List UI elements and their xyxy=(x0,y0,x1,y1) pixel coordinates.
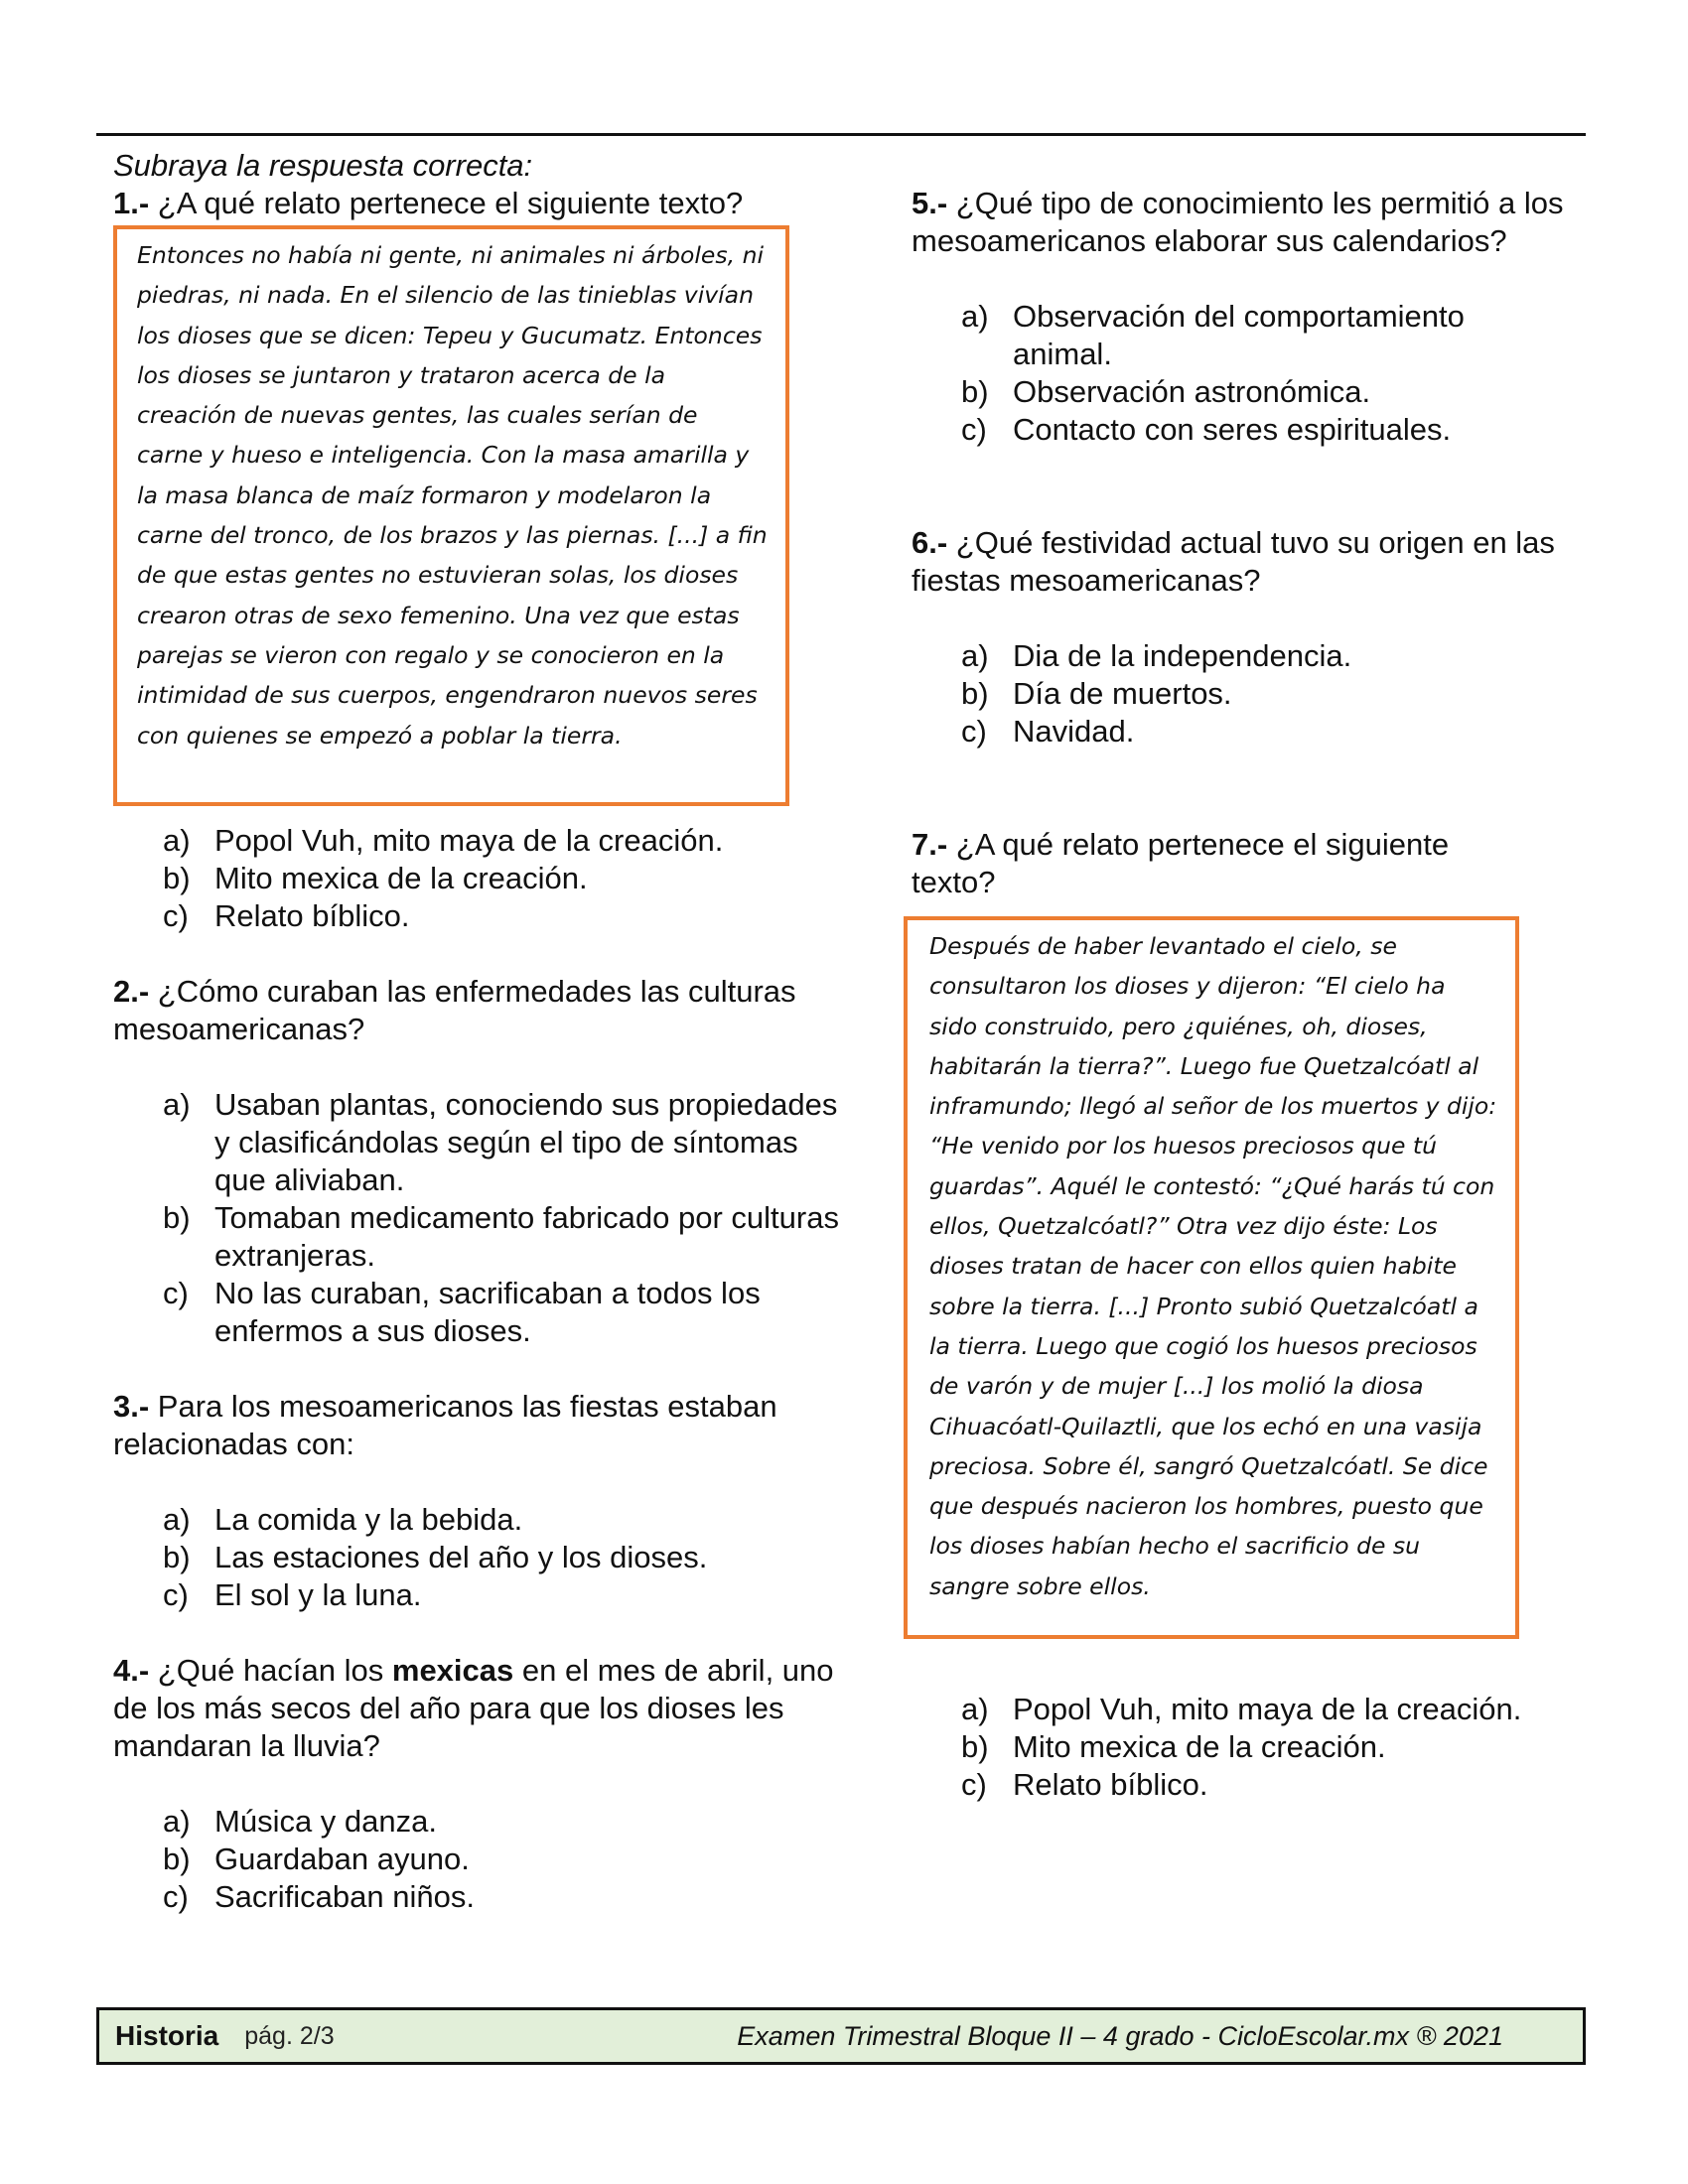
option-b[interactable] xyxy=(163,860,848,897)
option-c[interactable] xyxy=(163,897,848,935)
option-b[interactable] xyxy=(163,1199,848,1275)
option-a[interactable] xyxy=(163,1803,848,1841)
passage-text: Entonces no había ni gente, ni animales ni árboles, ni piedras, ni nada. En el silencio de las tinieblas vivían los dioses que se dicen: Tepeu y Gucumatz. Entonces los dioses se juntaron y trataron acerca de la creación de nuevas gentes, las cuales serían de carne y hueso e inteligencia. Con la masa amarilla y la masa blanca de maíz formaron y modelaron la carne del tronco, de los brazos y las piernas. [...] a fin de que estas gentes no estuvieran solas, los dioses crearon otras de sexo femenino. Una vez que estas parejas se vieron con regalo y se conocieron en la intimidad de sus cuerpos, engendraron nuevos seres con quienes se empezó a poblar la tierra. xyxy=(137,241,768,750)
question-number: 4.- xyxy=(113,1653,150,1688)
options-list xyxy=(113,1086,848,1350)
option-text: La comida y la bebida. xyxy=(214,1502,523,1537)
option-text: Música y danza. xyxy=(214,1804,437,1839)
option-b[interactable] xyxy=(961,373,1517,411)
question-number: 7.- xyxy=(912,827,948,862)
question-text: ¿Qué hacían los xyxy=(149,1653,392,1688)
option-text: Popol Vuh, mito maya de la creación. xyxy=(1013,1692,1522,1726)
option-letter: b) xyxy=(961,676,989,711)
question-number: 1.- xyxy=(113,186,150,220)
passage-box xyxy=(904,916,1519,1639)
question-number: 6.- xyxy=(912,525,948,560)
footer-subject: Historia xyxy=(115,2020,219,2051)
question-text: ¿A qué relato pertenece el siguiente texto? xyxy=(149,186,744,220)
option-c[interactable] xyxy=(163,1275,848,1350)
question-5-text xyxy=(912,185,1577,260)
options-list xyxy=(912,637,1587,751)
question-number: 3.- xyxy=(113,1389,150,1424)
option-c[interactable] xyxy=(961,411,1517,449)
options-list xyxy=(113,1501,848,1614)
option-letter: a) xyxy=(163,1502,191,1537)
option-c[interactable] xyxy=(163,1576,848,1614)
footer-page-number: pág. 2/3 xyxy=(244,2021,335,2050)
question-text: Para los mesoamericanos las fiestas estaban relacionadas con: xyxy=(113,1389,777,1461)
page-footer xyxy=(96,2007,1586,2065)
option-letter: b) xyxy=(961,374,989,409)
option-text: Observación astronómica. xyxy=(1013,374,1371,409)
option-c[interactable] xyxy=(163,1878,848,1916)
passage-box xyxy=(113,225,789,806)
option-c[interactable] xyxy=(961,713,1587,751)
question-7-text xyxy=(912,826,1527,901)
option-c[interactable] xyxy=(961,1766,1617,1804)
options-list xyxy=(113,822,848,935)
option-text: Guardaban ayuno. xyxy=(214,1842,470,1876)
top-rule xyxy=(96,133,1586,136)
question-3-text xyxy=(113,1388,848,1463)
option-letter: b) xyxy=(163,861,191,895)
option-a[interactable] xyxy=(163,1501,848,1539)
option-a[interactable] xyxy=(961,1691,1617,1728)
question-text: en el mes de abril, uno de los más secos del año para que los dioses les mandaran la lluvia? xyxy=(113,1653,834,1763)
question-2-text xyxy=(113,973,848,1048)
option-text: Día de muertos. xyxy=(1013,676,1232,711)
option-text: Contacto con seres espirituales. xyxy=(1013,412,1452,447)
option-a[interactable] xyxy=(961,298,1517,373)
option-letter: b) xyxy=(163,1842,191,1876)
option-letter: c) xyxy=(961,714,987,749)
option-a[interactable] xyxy=(961,637,1587,675)
option-text: Relato bíblico. xyxy=(214,898,410,933)
option-text: Usaban plantas, conociendo sus propiedades y clasificándolas según el tipo de síntomas que aliviaban. xyxy=(214,1087,838,1197)
question-text: ¿A qué relato pertenece el siguiente texto? xyxy=(912,827,1450,899)
question-text: ¿Qué tipo de conocimiento les permitió a los mesoamericanos elaborar sus calendarios? xyxy=(912,186,1564,258)
question-number: 5.- xyxy=(912,186,948,220)
passage-text: Después de haber levantado el cielo, se consultaron los dioses y dijeron: “El cielo ha sido construido, pero ¿quiénes, oh, dioses, habitarán la tierra?”. Luego fue Quetzalcóatl al inframundo; llegó al señor de los muertos y dijo: “He venido por los huesos preciosos que tú guardas”. Aquél le contestó: “¿Qué harás tú con ellos, Quetzalcóatl?” Otra vez dijo éste: Los dioses tratan de hacer con ellos quien habite sobre la tierra. [...] Pronto subió Quetzalcóatl a la tierra. Luego que cogió los huesos preciosos de varón y de mujer [...] los molió la diosa Cihuacóatl-Quilaztli, que los echó en una vasija preciosa. Sobre él, sangró Quetzalcóatl. Se dice que después nacieron los hombres, puesto que los dioses habían hecho el sacrificio de su sangre sobre ellos. xyxy=(929,932,1497,1600)
option-text: Mito mexica de la creación. xyxy=(214,861,588,895)
option-text: Relato bíblico. xyxy=(1013,1767,1208,1802)
options-list xyxy=(912,1691,1617,1804)
option-letter: a) xyxy=(961,638,989,673)
options-list xyxy=(113,1803,848,1916)
right-column xyxy=(912,185,1587,1804)
option-text: Las estaciones del año y los dioses. xyxy=(214,1540,708,1574)
option-letter: c) xyxy=(961,1767,987,1802)
option-letter: b) xyxy=(163,1540,191,1574)
option-text: Tomaban medicamento fabricado por culturas extranjeras. xyxy=(214,1200,839,1273)
question-text: ¿Cómo curaban las enfermedades las culturas mesoamericanas? xyxy=(113,974,796,1046)
option-letter: a) xyxy=(163,1804,191,1839)
option-b[interactable] xyxy=(163,1539,848,1576)
footer-exam-info: Examen Trimestral Bloque II – 4 grado - CicloEscolar.mx ® 2021 xyxy=(737,2020,1503,2051)
question-1-text xyxy=(113,185,848,222)
question-text: ¿Qué festividad actual tuvo su origen en las fiestas mesoamericanas? xyxy=(912,525,1555,598)
option-letter: c) xyxy=(961,412,987,447)
option-a[interactable] xyxy=(163,1086,848,1199)
option-b[interactable] xyxy=(961,1728,1617,1766)
option-letter: b) xyxy=(961,1729,989,1764)
question-4-text xyxy=(113,1652,848,1765)
option-text: Popol Vuh, mito maya de la creación. xyxy=(214,823,724,858)
option-b[interactable] xyxy=(961,675,1587,713)
question-6-text xyxy=(912,524,1587,600)
option-text: No las curaban, sacrificaban a todos los enfermos a sus dioses. xyxy=(214,1276,761,1348)
option-letter: c) xyxy=(163,1276,189,1310)
option-text: Dia de la independencia. xyxy=(1013,638,1352,673)
option-letter: c) xyxy=(163,898,189,933)
option-text: El sol y la luna. xyxy=(214,1577,422,1612)
option-letter: c) xyxy=(163,1879,189,1914)
option-letter: a) xyxy=(163,1087,191,1122)
option-text: Navidad. xyxy=(1013,714,1135,749)
option-a[interactable] xyxy=(163,822,848,860)
instructions: Subraya la respuesta correcta: xyxy=(113,148,533,183)
option-letter: b) xyxy=(163,1200,191,1235)
option-letter: a) xyxy=(961,299,989,334)
option-letter: a) xyxy=(163,823,191,858)
option-b[interactable] xyxy=(163,1841,848,1878)
option-letter: a) xyxy=(961,1692,989,1726)
question-number: 2.- xyxy=(113,974,150,1009)
question-emphasis: mexicas xyxy=(391,1653,514,1688)
left-column xyxy=(113,147,848,1916)
options-list xyxy=(912,298,1517,449)
option-letter: c) xyxy=(163,1577,189,1612)
option-text: Mito mexica de la creación. xyxy=(1013,1729,1386,1764)
option-text: Observación del comportamiento animal. xyxy=(1013,299,1465,371)
option-text: Sacrificaban niños. xyxy=(214,1879,475,1914)
